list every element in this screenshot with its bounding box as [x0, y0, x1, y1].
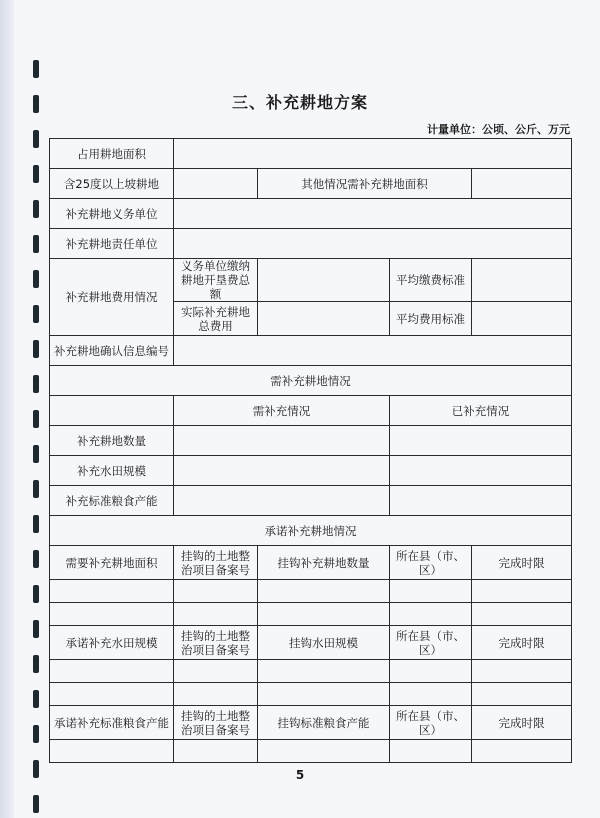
binding-hole — [33, 795, 39, 813]
input-cell[interactable] — [174, 603, 258, 626]
row-label: 实际补充耕地总费用 — [174, 302, 258, 336]
form-row — [50, 740, 572, 763]
input-cell[interactable] — [174, 169, 258, 199]
input-cell[interactable] — [258, 259, 390, 302]
row-label: 补充耕地义务单位 — [50, 199, 174, 229]
column-header: 所在县（市、区） — [390, 546, 472, 580]
form-row — [50, 683, 572, 706]
land-supplement-form — [49, 138, 572, 763]
row-label: 补充耕地数量 — [50, 426, 174, 456]
binding-hole — [33, 165, 39, 183]
form-row — [50, 169, 572, 199]
section-heading: 承诺补充耕地情况 — [50, 516, 572, 546]
input-cell[interactable] — [258, 302, 390, 336]
input-cell[interactable] — [472, 740, 572, 763]
input-cell[interactable] — [472, 660, 572, 683]
column-header: 完成时限 — [472, 706, 572, 740]
input-cell[interactable] — [258, 683, 390, 706]
input-cell[interactable] — [472, 302, 572, 336]
binding-hole — [33, 515, 39, 533]
form-row — [50, 426, 572, 456]
input-cell[interactable] — [390, 456, 572, 486]
form-row — [50, 199, 572, 229]
row-label: 补充耕地确认信息编号 — [50, 336, 174, 366]
input-cell[interactable] — [174, 683, 258, 706]
form-row — [50, 486, 572, 516]
form-row — [50, 660, 572, 683]
column-header: 挂钩水田规模 — [258, 626, 390, 660]
binding-hole — [33, 375, 39, 393]
column-header: 所在县（市、区） — [390, 626, 472, 660]
binding-hole — [33, 690, 39, 708]
page-title: 三、补充耕地方案 — [231, 93, 368, 112]
binding-hole — [33, 620, 39, 638]
column-header: 完成时限 — [472, 626, 572, 660]
input-cell[interactable] — [258, 603, 390, 626]
binding-holes — [0, 0, 46, 818]
input-cell[interactable] — [174, 229, 572, 259]
form-row — [50, 336, 572, 366]
column-header: 所在县（市、区） — [390, 706, 472, 740]
input-cell[interactable] — [472, 603, 572, 626]
binding-hole — [33, 410, 39, 428]
input-cell[interactable] — [174, 336, 572, 366]
input-cell[interactable] — [174, 740, 258, 763]
input-cell[interactable] — [390, 683, 472, 706]
column-header: 完成时限 — [472, 546, 572, 580]
column-header: 挂钩的土地整治项目备案号 — [174, 626, 258, 660]
input-cell[interactable] — [174, 426, 390, 456]
input-cell[interactable] — [390, 660, 472, 683]
input-cell[interactable] — [390, 426, 572, 456]
row-label: 平均缴费标准 — [390, 259, 472, 302]
binding-hole — [33, 60, 39, 78]
input-cell[interactable] — [258, 580, 390, 603]
empty-cell — [50, 396, 174, 426]
row-label: 补充耕地费用情况 — [50, 259, 174, 336]
unit-note: 计量单位：公顷、公斤、万元 — [427, 123, 570, 136]
input-cell[interactable] — [50, 603, 174, 626]
binding-hole — [33, 725, 39, 743]
input-cell[interactable] — [174, 139, 572, 169]
column-header: 挂钩补充耕地数量 — [258, 546, 390, 580]
section-heading-row — [50, 366, 572, 396]
row-label: 承诺补充水田规模 — [50, 626, 174, 660]
input-cell[interactable] — [390, 486, 572, 516]
binding-hole — [33, 480, 39, 498]
row-label: 补充水田规模 — [50, 456, 174, 486]
row-label: 补充标准粮食产能 — [50, 486, 174, 516]
input-cell[interactable] — [174, 580, 258, 603]
input-cell[interactable] — [174, 660, 258, 683]
binding-hole — [33, 585, 39, 603]
input-cell[interactable] — [390, 580, 472, 603]
row-label: 承诺补充标准粮食产能 — [50, 706, 174, 740]
input-cell[interactable] — [50, 580, 174, 603]
input-cell[interactable] — [174, 456, 390, 486]
row-label: 其他情况需补充耕地面积 — [258, 169, 472, 199]
section-heading: 需补充耕地情况 — [50, 366, 572, 396]
form-row — [50, 580, 572, 603]
form-row — [50, 706, 572, 740]
form-row — [50, 626, 572, 660]
binding-hole — [33, 270, 39, 288]
input-cell[interactable] — [390, 740, 472, 763]
column-header: 已补充情况 — [390, 396, 572, 426]
binding-hole — [33, 305, 39, 323]
form-row — [50, 456, 572, 486]
input-cell[interactable] — [258, 660, 390, 683]
form-row — [50, 546, 572, 580]
row-label: 含25度以上坡耕地 — [50, 169, 174, 199]
page-number: 5 — [295, 768, 305, 782]
form-row — [50, 259, 572, 302]
input-cell[interactable] — [472, 683, 572, 706]
input-cell[interactable] — [472, 580, 572, 603]
column-header: 挂钩的土地整治项目备案号 — [174, 546, 258, 580]
input-cell[interactable] — [50, 683, 174, 706]
form-row — [50, 603, 572, 626]
binding-hole — [33, 550, 39, 568]
binding-hole — [33, 445, 39, 463]
section-heading-row — [50, 516, 572, 546]
row-label: 义务单位缴纳耕地开垦费总额 — [174, 259, 258, 302]
row-label: 需要补充耕地面积 — [50, 546, 174, 580]
column-header: 需补充情况 — [174, 396, 390, 426]
input-cell[interactable] — [472, 169, 572, 199]
input-cell[interactable] — [174, 486, 390, 516]
input-cell[interactable] — [50, 660, 174, 683]
binding-hole — [33, 235, 39, 253]
form-row — [50, 139, 572, 169]
row-label: 占用耕地面积 — [50, 139, 174, 169]
binding-hole — [33, 340, 39, 358]
row-label: 平均费用标准 — [390, 302, 472, 336]
form-row — [50, 396, 572, 426]
row-label: 补充耕地责任单位 — [50, 229, 174, 259]
input-cell[interactable] — [472, 259, 572, 302]
binding-hole — [33, 655, 39, 673]
input-cell[interactable] — [390, 603, 472, 626]
binding-hole — [33, 130, 39, 148]
binding-hole — [33, 200, 39, 218]
column-header: 挂钩标准粮食产能 — [258, 706, 390, 740]
input-cell[interactable] — [50, 740, 174, 763]
input-cell[interactable] — [174, 199, 572, 229]
form-row — [50, 229, 572, 259]
column-header: 挂钩的土地整治项目备案号 — [174, 706, 258, 740]
input-cell[interactable] — [258, 740, 390, 763]
